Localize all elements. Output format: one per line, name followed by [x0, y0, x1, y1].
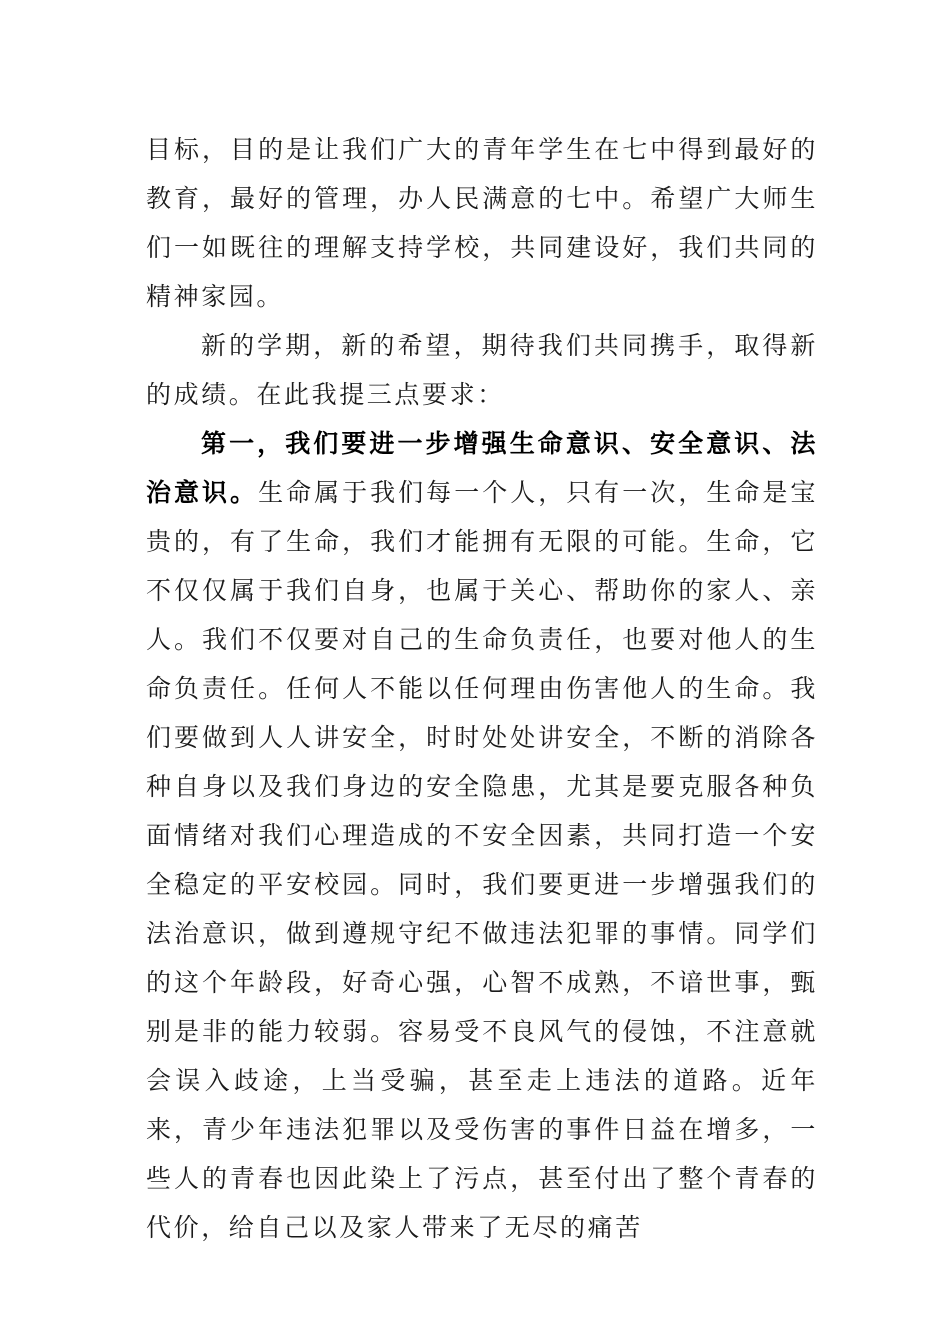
- paragraph-closing-goal: [146, 125, 818, 321]
- document-body: [146, 125, 818, 1252]
- paragraph-new-semester: [146, 321, 818, 419]
- paragraph-text: 新的学期，新的希望，期待我们共同携手，取得新的成绩。在此我提三点要求：: [146, 331, 818, 409]
- paragraph-text: 生命属于我们每一个人，只有一次，生命是宝贵的，有了生命，我们才能拥有无限的可能。生命，它不仅仅属于我们自身，也属于关心、帮助你的家人、亲人。我们不仅要对自己的生命负责任，也要对他人的生命负责任。任何人不能以任何理由伤害他人的生命。我们要做到人人讲安全，时时处处讲安全，不断的消除各种自身以及我们身边的安全隐患，尤其是要克服各种负面情绪对我们心理造成的不安全因素，共同打造一个安全稳定的平安校园。同时，我们要更进一步增强我们的法治意识，做到遵规守纪不做违法犯罪的事情。同学们的这个年龄段，好奇心强，心智不成熟，不谙世事，甄别是非的能力较弱。容易受不良风气的侵蚀，不注意就会误入歧途，上当受骗，甚至走上违法的道路。近年来，青少年违法犯罪以及受伤害的事件日益在增多，一些人的青春也因此染上了污点，甚至付出了整个青春的代价，给自己以及家人带来了无尽的痛苦: [146, 478, 818, 1242]
- bold-heading-lead: 第一，我们要进一步增强生命意识、安全意识、法治意识。: [146, 429, 818, 507]
- paragraph-first-requirement: [146, 419, 818, 1252]
- paragraph-text: 目标，目的是让我们广大的青年学生在七中得到最好的教育，最好的管理，办人民满意的七中。希望广大师生们一如既往的理解支持学校，共同建设好，我们共同的精神家园。: [146, 135, 818, 311]
